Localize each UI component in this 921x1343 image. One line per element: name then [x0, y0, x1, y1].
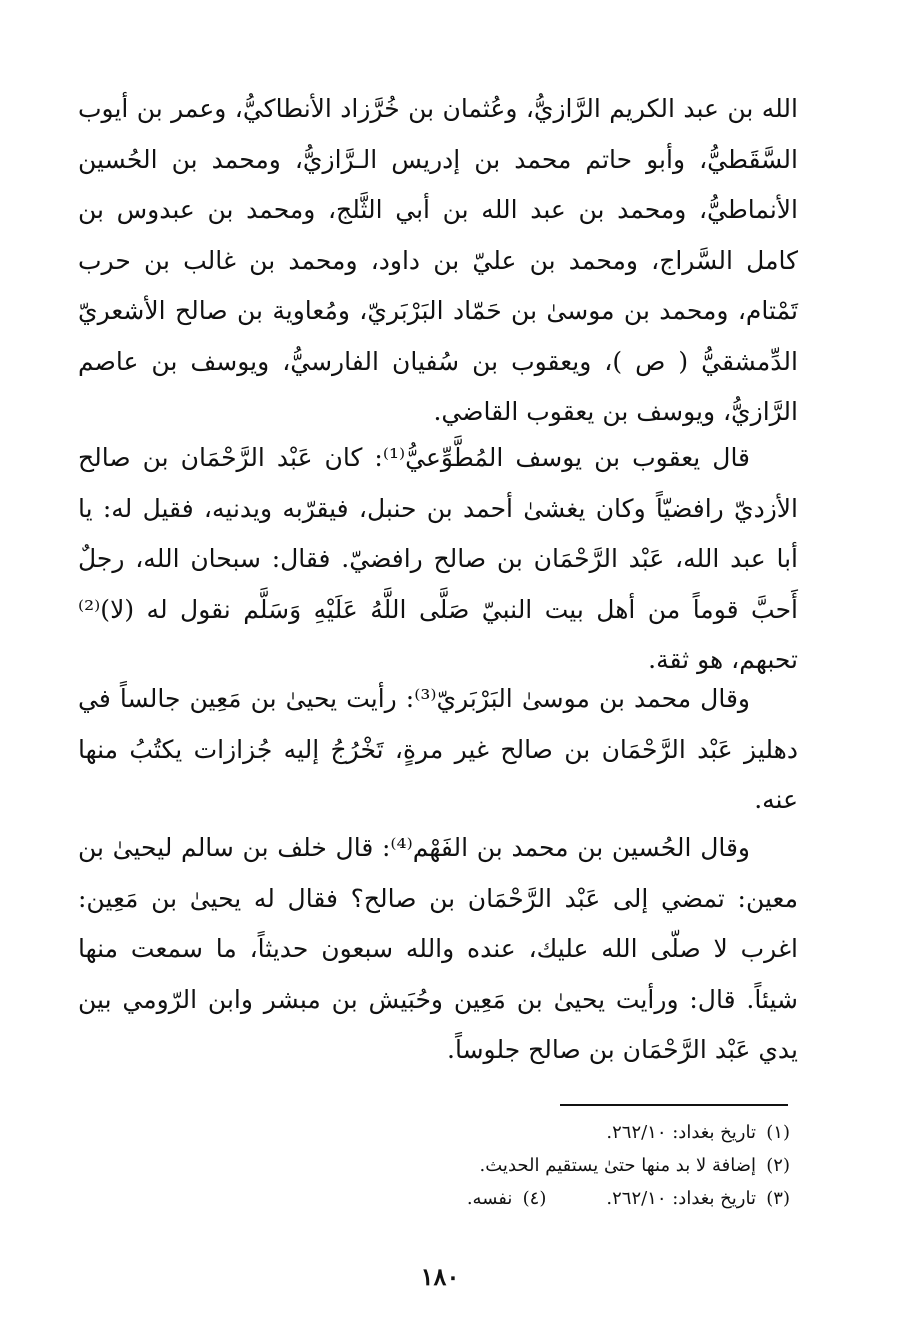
footnote-text: تاريخ بغداد: ٢٦٢/١٠.: [606, 1122, 756, 1143]
page-number: ١٨٠: [420, 1262, 460, 1291]
footnotes-section: [200, 1116, 790, 1215]
paragraph-mutawwii-report: قال يعقوب بن يوسف المُطَّوِّعيُّ⁽¹⁾: كان عَبْد الرَّحْمَان بن صالح الأزديّ رافضيّاً وكان يغشىٰ أحمد بن حنبل، فيقرّبه ويدنيه، فقيل له: يا أبا عبد الله، عَبْد الرَّحْمَان بن صالح رافضيّ. فقال: سبحان الله، رجلٌ أَحبَّ قوماً من أهل بيت النبيّ صَلَّى اللَّهُ عَلَيْهِ وَسَلَّم نقول له (لا)⁽²⁾ تحبهم، هو ثقة.: [78, 443, 798, 674]
paragraph-fahm-report: وقال الحُسين بن محمد بن الفَهْم⁽⁴⁾: قال خلف بن سالم ليحيىٰ بن معين: تمضي إلى عَبْد الرَّحْمَان بن صالح؟ فقال له يحيىٰ بن مَعِين: اغرب لا صلّى الله عليك، عنده والله سبعون حديثاً، ما سمعت منها شيئاً. قال: ورأيت يحيىٰ بن مَعِين وحُبَيش بن مبشر وابن الرّومي بين يدي عَبْد الرَّحْمَان بن صالح جلوساً.: [78, 833, 798, 1064]
footnote-text: نفسه.: [466, 1188, 513, 1209]
footnote-number: (٢): [766, 1155, 790, 1176]
footnote-number: (١): [766, 1122, 790, 1143]
footnote-text: تاريخ بغداد: ٢٦٢/١٠.: [606, 1188, 756, 1209]
footnote-1: [200, 1116, 790, 1149]
paragraph-barbari-report: وقال محمد بن موسىٰ البَرْبَريّ⁽³⁾: رأيت يحيىٰ بن مَعِين جالساً في دهليز عَبْد الرَّحْمَان بن صالح غير مرةٍ، تَخْرُجُ إليه جُزازات يكتُبُ منها عنه.: [78, 684, 798, 814]
footnote-number: (٣): [766, 1188, 790, 1209]
footnote-number: (٤): [522, 1188, 547, 1209]
paragraph-narrators-list: الله بن عبد الكريم الرَّازيُّ، وعُثمان بن خُرَّزاد الأنطاكيُّ، وعمر بن أيوب السَّقَطيُّ، وأبو حاتم محمد بن إدريس الـرَّازيُّ، ومحمد بن الحُسين الأنماطيُّ، ومحمد بن عبد الله بن أبي الثَّلج، ومحمد بن عبدوس بن كامل السَّراج، ومحمد بن عليّ بن داود، ومحمد بن غالب بن حرب تَمْتام، ومحمد بن موسىٰ بن حَمّاد البَرْبَريّ، ومُعاوية بن صالح الأشعريّ الدِّمشقيُّ ( ص )، ويعقوب بن سُفيان الفارسيُّ، ويوسف بن عاصم الرَّازيُّ، ويوسف بن يعقوب القاضي.: [78, 94, 798, 426]
footnote-text: إضافة لا بد منها حتىٰ يستقيم الحديث.: [479, 1155, 756, 1176]
footnote-3-and-4: [200, 1182, 790, 1215]
footnote-2: [200, 1149, 790, 1182]
footnote-separator: [560, 1104, 788, 1106]
